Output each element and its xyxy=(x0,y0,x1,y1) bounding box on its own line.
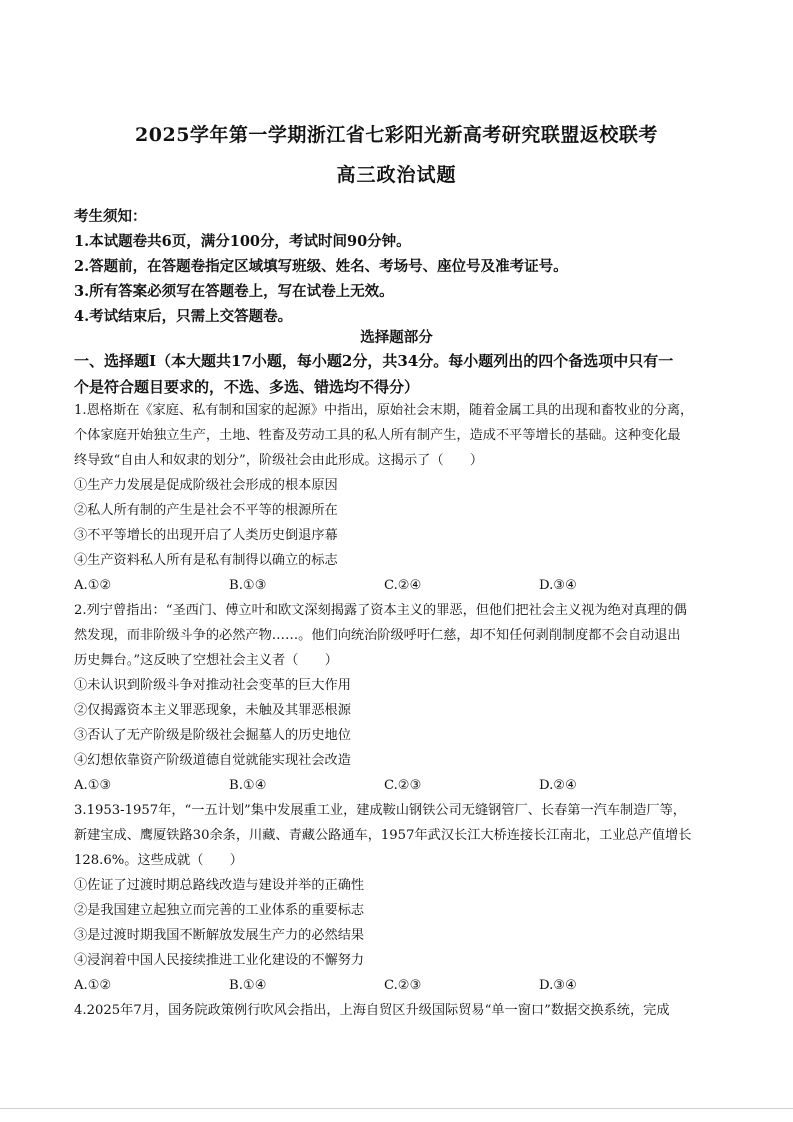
choice-b: B.①④ xyxy=(229,978,267,993)
question-stem-line: 1.恩格斯在《家庭、私有制和国家的起源》中指出，原始社会末期，随着金属工具的出现和畜牧业的分离， xyxy=(74,403,694,418)
question-stem-line: 4.2025年7月，国务院政策例行吹风会指出，上海自贸区升级国际贸易“单一窗口”数据交换系统，完成 xyxy=(74,1003,670,1018)
question-1 xyxy=(74,398,734,598)
question-stem-line: 2.列宁曾指出：“圣西门、傅立叶和欧文深刻揭露了资本主义的罪恶，但他们把社会主义视为绝对真理的偶 xyxy=(74,603,687,618)
question-4 xyxy=(74,998,734,1023)
choice-d: D.②④ xyxy=(539,778,577,793)
choice-b: B.①④ xyxy=(229,778,267,793)
part-instructions-line: 一、选择题Ⅰ（本大题共17小题，每小题2分，共34分。每小题列出的四个备选项中只有一 xyxy=(74,352,674,370)
question-stem-line: 终导致“自由人和奴隶的划分”，阶级社会由此形成。这揭示了（ ） xyxy=(74,453,484,468)
choice-c: C.②③ xyxy=(384,778,422,793)
section-title: 选择题部分 xyxy=(360,329,433,346)
question-option: ④幻想依靠资产阶级道德自觉就能实现社会改造 xyxy=(74,753,351,768)
choice-d: D.③④ xyxy=(539,578,577,593)
exam-title: 2025学年第一学期浙江省七彩阳光新高考研究联盟返校联考 xyxy=(135,124,658,146)
question-option: ③否认了无产阶级是阶级社会掘墓人的历史地位 xyxy=(74,728,351,743)
question-option: ①生产力发展是促成阶级社会形成的根本原因 xyxy=(74,478,338,493)
choice-c: C.②③ xyxy=(384,978,422,993)
answer-choices xyxy=(74,773,734,798)
choice-a: A.①③ xyxy=(74,778,112,793)
question-stem-line: 个体家庭开始独立生产，土地、牲畜及劳动工具的私人所有制产生，造成不平等增长的基础。这种变化最 xyxy=(74,428,681,443)
page-bottom-divider xyxy=(0,1108,793,1109)
question-3 xyxy=(74,798,734,998)
question-option: ④浸润着中国人民接续推进工业化建设的不懈努力 xyxy=(74,953,365,968)
choice-d: D.③④ xyxy=(539,978,577,993)
question-option: ③不平等增长的出现开启了人类历史倒退序幕 xyxy=(74,528,338,543)
question-option: ①未认识到阶级斗争对推动社会变革的巨大作用 xyxy=(74,678,351,693)
notice-heading: 考生须知： xyxy=(74,208,147,225)
choice-a: A.①② xyxy=(74,578,112,593)
question-stem-line: 3.1953-1957年，“一五计划”集中发展重工业，建成鞍山钢铁公司无缝钢管厂、长春第一汽车制造厂等， xyxy=(74,803,686,818)
question-stem-line: 历史舞台。”这反映了空想社会主义者（ ） xyxy=(74,653,338,668)
notice-item: 1.本试题卷共6页，满分100分，考试时间90分钟。 xyxy=(74,233,411,250)
notice-item: 4.考试结束后，只需上交答题卷。 xyxy=(74,308,293,325)
part-instructions-line: 个是符合题目要求的，不选、多选、错选均不得分） xyxy=(74,378,420,396)
question-option: ②私人所有制的产生是社会不平等的根源所在 xyxy=(74,503,338,518)
question-option: ④生产资料私人所有是私有制得以确立的标志 xyxy=(74,553,338,568)
notice-item: 2.答题前，在答题卷指定区域填写班级、姓名、考场号、座位号及准考证号。 xyxy=(74,258,568,275)
question-option: ③是过渡时期我国不断解放发展生产力的必然结果 xyxy=(74,928,365,943)
question-stem-line: 128.6%。这些成就（ ） xyxy=(74,853,243,868)
question-stem-line: 新建宝成、鹰厦铁路30余条，川藏、青藏公路通车，1957年武汉长江大桥连接长江南北，工业总产值增长 xyxy=(74,828,692,843)
part-instructions xyxy=(74,348,734,400)
choice-a: A.①② xyxy=(74,978,112,993)
choice-c: C.②④ xyxy=(384,578,422,593)
question-2 xyxy=(74,598,734,798)
answer-choices xyxy=(74,973,734,998)
question-option: ②是我国建立起独立而完善的工业体系的重要标志 xyxy=(74,903,365,918)
choice-b: B.①③ xyxy=(229,578,267,593)
notice-item: 3.所有答案必须写在答题卷上，写在试卷上无效。 xyxy=(74,283,394,300)
question-option: ②仅揭露资本主义罪恶现象，未触及其罪恶根源 xyxy=(74,703,351,718)
candidate-notice xyxy=(74,204,734,329)
question-option: ①佐证了过渡时期总路线改造与建设并举的正确性 xyxy=(74,878,365,893)
answer-choices xyxy=(74,573,734,598)
exam-subtitle: 高三政治试题 xyxy=(336,164,457,186)
question-stem-line: 然发现，而非阶级斗争的必然产物……。他们向统治阶级呼吁仁慈，却不知任何剥削制度都不会自动退出 xyxy=(74,628,681,643)
